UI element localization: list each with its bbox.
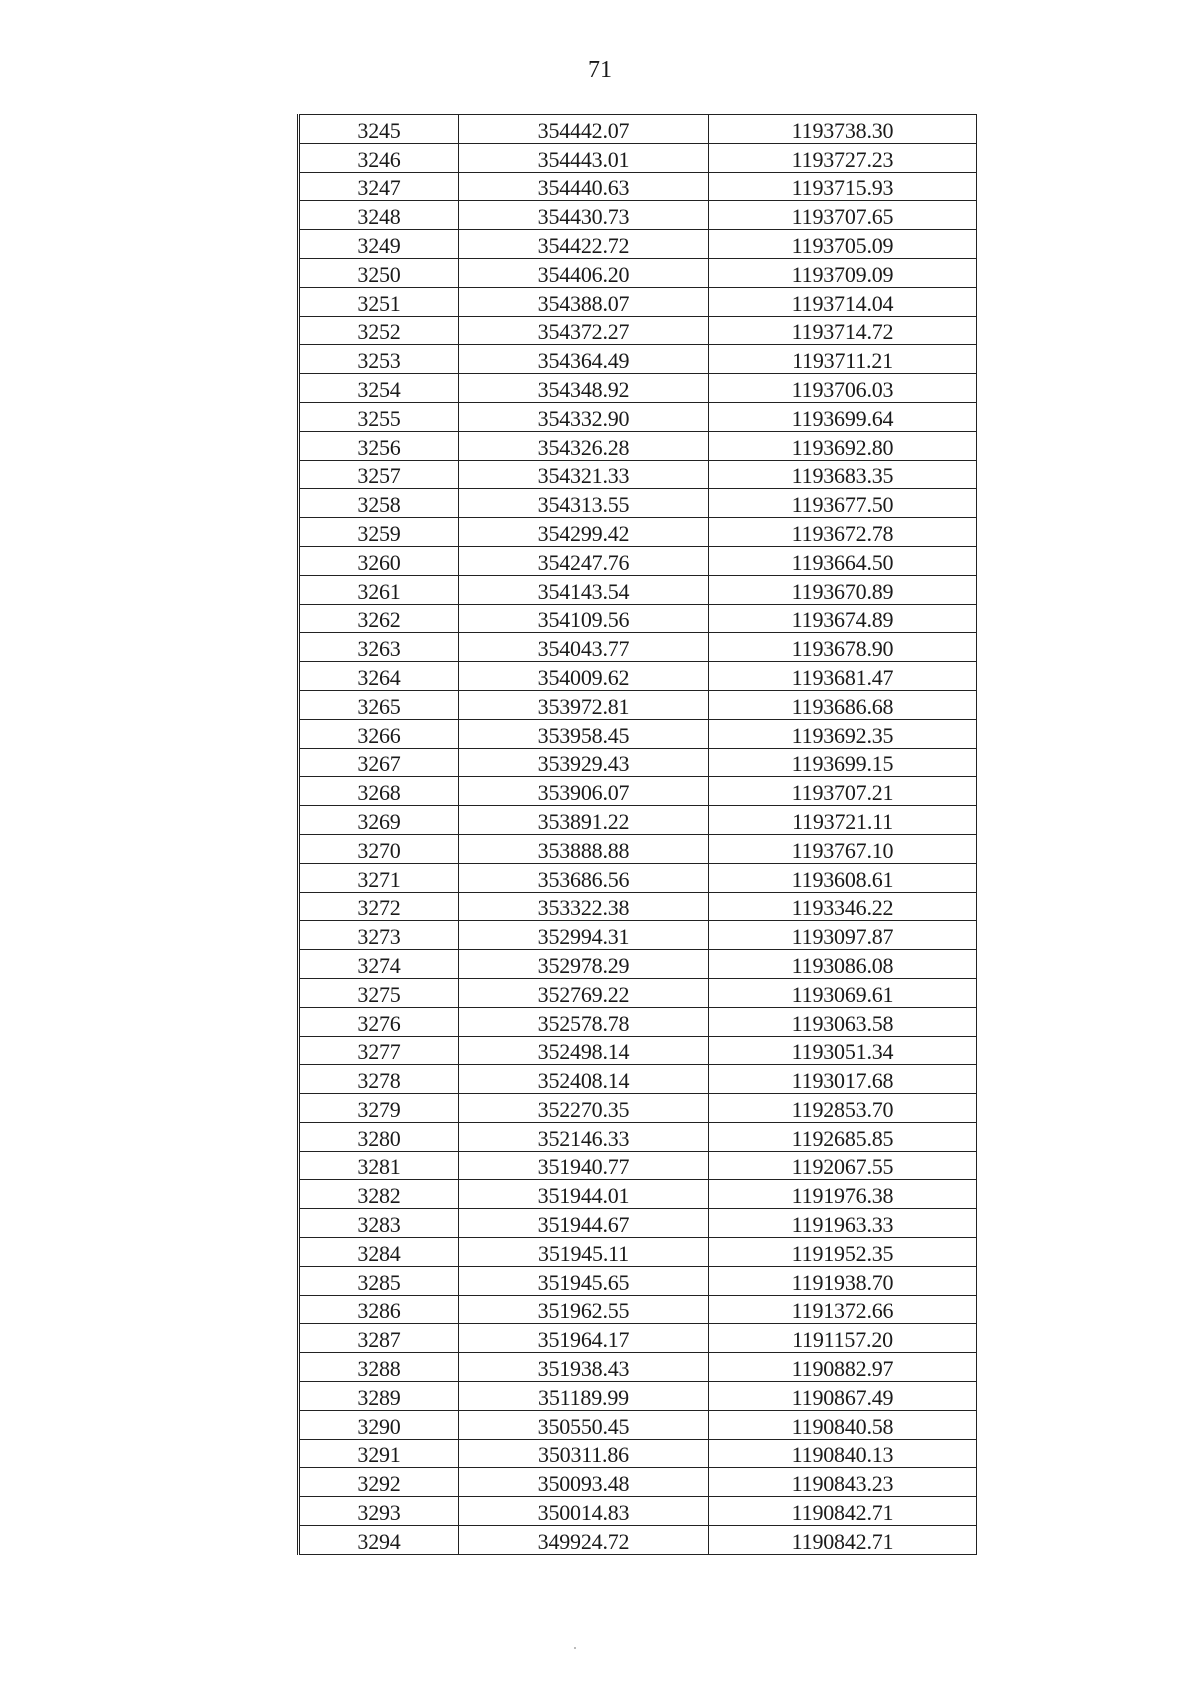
point-number-cell: 3277 <box>299 1036 459 1065</box>
y-coordinate-cell: 1193699.64 <box>709 402 977 431</box>
y-coordinate-cell: 1191976.38 <box>709 1180 977 1209</box>
table-row <box>299 374 977 403</box>
table-row <box>299 806 977 835</box>
y-coordinate-cell: 1193678.90 <box>709 633 977 662</box>
x-coordinate-cell: 353891.22 <box>459 806 709 835</box>
table-row <box>299 431 977 460</box>
x-coordinate-cell: 354440.63 <box>459 172 709 201</box>
x-coordinate-cell: 351964.17 <box>459 1324 709 1353</box>
y-coordinate-cell: 1193738.30 <box>709 115 977 144</box>
x-coordinate-cell: 352978.29 <box>459 950 709 979</box>
point-number-cell: 3286 <box>299 1295 459 1324</box>
point-number-cell: 3255 <box>299 402 459 431</box>
y-coordinate-cell: 1193051.34 <box>709 1036 977 1065</box>
table-row <box>299 748 977 777</box>
x-coordinate-cell: 354009.62 <box>459 662 709 691</box>
table-row <box>299 230 977 259</box>
coordinates-table <box>297 114 977 1555</box>
point-number-cell: 3275 <box>299 978 459 1007</box>
y-coordinate-cell: 1193683.35 <box>709 460 977 489</box>
table-row <box>299 1324 977 1353</box>
scan-speck <box>574 1647 576 1649</box>
table-row <box>299 1497 977 1526</box>
x-coordinate-cell: 349924.72 <box>459 1526 709 1555</box>
x-coordinate-cell: 354406.20 <box>459 258 709 287</box>
y-coordinate-cell: 1193699.15 <box>709 748 977 777</box>
point-number-cell: 3267 <box>299 748 459 777</box>
point-number-cell: 3272 <box>299 892 459 921</box>
x-coordinate-cell: 354313.55 <box>459 489 709 518</box>
point-number-cell: 3269 <box>299 806 459 835</box>
point-number-cell: 3274 <box>299 950 459 979</box>
point-number-cell: 3265 <box>299 690 459 719</box>
point-number-cell: 3249 <box>299 230 459 259</box>
x-coordinate-cell: 354372.27 <box>459 316 709 345</box>
x-coordinate-cell: 354388.07 <box>459 287 709 316</box>
table-row <box>299 172 977 201</box>
point-number-cell: 3276 <box>299 1007 459 1036</box>
table-row <box>299 1295 977 1324</box>
x-coordinate-cell: 354326.28 <box>459 431 709 460</box>
point-number-cell: 3270 <box>299 834 459 863</box>
table-row <box>299 345 977 374</box>
point-number-cell: 3268 <box>299 777 459 806</box>
point-number-cell: 3291 <box>299 1439 459 1468</box>
table-row <box>299 604 977 633</box>
x-coordinate-cell: 354143.54 <box>459 575 709 604</box>
y-coordinate-cell: 1191963.33 <box>709 1209 977 1238</box>
x-coordinate-cell: 352270.35 <box>459 1094 709 1123</box>
x-coordinate-cell: 351945.11 <box>459 1238 709 1267</box>
y-coordinate-cell: 1190867.49 <box>709 1382 977 1411</box>
point-number-cell: 3290 <box>299 1410 459 1439</box>
x-coordinate-cell: 351944.67 <box>459 1209 709 1238</box>
table-row <box>299 143 977 172</box>
x-coordinate-cell: 353906.07 <box>459 777 709 806</box>
point-number-cell: 3250 <box>299 258 459 287</box>
y-coordinate-cell: 1193767.10 <box>709 834 977 863</box>
x-coordinate-cell: 354109.56 <box>459 604 709 633</box>
point-number-cell: 3254 <box>299 374 459 403</box>
x-coordinate-cell: 351189.99 <box>459 1382 709 1411</box>
x-coordinate-cell: 352498.14 <box>459 1036 709 1065</box>
y-coordinate-cell: 1193692.80 <box>709 431 977 460</box>
y-coordinate-cell: 1190840.13 <box>709 1439 977 1468</box>
y-coordinate-cell: 1192853.70 <box>709 1094 977 1123</box>
x-coordinate-cell: 354443.01 <box>459 143 709 172</box>
point-number-cell: 3271 <box>299 863 459 892</box>
x-coordinate-cell: 354442.07 <box>459 115 709 144</box>
y-coordinate-cell: 1193721.11 <box>709 806 977 835</box>
y-coordinate-cell: 1193069.61 <box>709 978 977 1007</box>
table-row <box>299 834 977 863</box>
y-coordinate-cell: 1193608.61 <box>709 863 977 892</box>
y-coordinate-cell: 1193727.23 <box>709 143 977 172</box>
table-row <box>299 662 977 691</box>
point-number-cell: 3278 <box>299 1065 459 1094</box>
table-row <box>299 863 977 892</box>
x-coordinate-cell: 352146.33 <box>459 1122 709 1151</box>
point-number-cell: 3248 <box>299 201 459 230</box>
y-coordinate-cell: 1192685.85 <box>709 1122 977 1151</box>
table-row <box>299 1065 977 1094</box>
point-number-cell: 3280 <box>299 1122 459 1151</box>
x-coordinate-cell: 353322.38 <box>459 892 709 921</box>
point-number-cell: 3279 <box>299 1094 459 1123</box>
table-row <box>299 921 977 950</box>
point-number-cell: 3247 <box>299 172 459 201</box>
table-row <box>299 575 977 604</box>
y-coordinate-cell: 1191157.20 <box>709 1324 977 1353</box>
point-number-cell: 3287 <box>299 1324 459 1353</box>
point-number-cell: 3263 <box>299 633 459 662</box>
y-coordinate-cell: 1193097.87 <box>709 921 977 950</box>
y-coordinate-cell: 1193677.50 <box>709 489 977 518</box>
point-number-cell: 3262 <box>299 604 459 633</box>
y-coordinate-cell: 1193705.09 <box>709 230 977 259</box>
y-coordinate-cell: 1193706.03 <box>709 374 977 403</box>
x-coordinate-cell: 353686.56 <box>459 863 709 892</box>
table-row <box>299 201 977 230</box>
table-row <box>299 1353 977 1382</box>
table-row <box>299 1122 977 1151</box>
table-row <box>299 316 977 345</box>
point-number-cell: 3293 <box>299 1497 459 1526</box>
point-number-cell: 3282 <box>299 1180 459 1209</box>
x-coordinate-cell: 351962.55 <box>459 1295 709 1324</box>
y-coordinate-cell: 1193086.08 <box>709 950 977 979</box>
table-row <box>299 1266 977 1295</box>
x-coordinate-cell: 354299.42 <box>459 518 709 547</box>
y-coordinate-cell: 1190840.58 <box>709 1410 977 1439</box>
table-row <box>299 460 977 489</box>
y-coordinate-cell: 1193707.21 <box>709 777 977 806</box>
point-number-cell: 3253 <box>299 345 459 374</box>
x-coordinate-cell: 350093.48 <box>459 1468 709 1497</box>
y-coordinate-cell: 1193664.50 <box>709 546 977 575</box>
x-coordinate-cell: 350550.45 <box>459 1410 709 1439</box>
y-coordinate-cell: 1193715.93 <box>709 172 977 201</box>
table-row <box>299 950 977 979</box>
table-row <box>299 115 977 144</box>
point-number-cell: 3285 <box>299 1266 459 1295</box>
x-coordinate-cell: 351944.01 <box>459 1180 709 1209</box>
table-row <box>299 287 977 316</box>
y-coordinate-cell: 1191938.70 <box>709 1266 977 1295</box>
x-coordinate-cell: 352408.14 <box>459 1065 709 1094</box>
table-row <box>299 633 977 662</box>
y-coordinate-cell: 1193063.58 <box>709 1007 977 1036</box>
x-coordinate-cell: 354364.49 <box>459 345 709 374</box>
point-number-cell: 3264 <box>299 662 459 691</box>
y-coordinate-cell: 1193017.68 <box>709 1065 977 1094</box>
table-row <box>299 1468 977 1497</box>
point-number-cell: 3251 <box>299 287 459 316</box>
x-coordinate-cell: 351938.43 <box>459 1353 709 1382</box>
point-number-cell: 3252 <box>299 316 459 345</box>
table-row <box>299 1238 977 1267</box>
point-number-cell: 3288 <box>299 1353 459 1382</box>
y-coordinate-cell: 1192067.55 <box>709 1151 977 1180</box>
y-coordinate-cell: 1193674.89 <box>709 604 977 633</box>
point-number-cell: 3289 <box>299 1382 459 1411</box>
table-row <box>299 1180 977 1209</box>
table-row <box>299 489 977 518</box>
point-number-cell: 3292 <box>299 1468 459 1497</box>
table-row <box>299 1094 977 1123</box>
x-coordinate-cell: 354430.73 <box>459 201 709 230</box>
y-coordinate-cell: 1193686.68 <box>709 690 977 719</box>
x-coordinate-cell: 351945.65 <box>459 1266 709 1295</box>
table-row <box>299 1410 977 1439</box>
point-number-cell: 3266 <box>299 719 459 748</box>
table-row <box>299 892 977 921</box>
table-row <box>299 258 977 287</box>
table-row <box>299 402 977 431</box>
y-coordinate-cell: 1193714.04 <box>709 287 977 316</box>
point-number-cell: 3261 <box>299 575 459 604</box>
x-coordinate-cell: 353972.81 <box>459 690 709 719</box>
y-coordinate-cell: 1193714.72 <box>709 316 977 345</box>
point-number-cell: 3258 <box>299 489 459 518</box>
table-row <box>299 719 977 748</box>
x-coordinate-cell: 354332.90 <box>459 402 709 431</box>
table-row <box>299 518 977 547</box>
point-number-cell: 3273 <box>299 921 459 950</box>
table-row <box>299 1526 977 1555</box>
x-coordinate-cell: 352769.22 <box>459 978 709 1007</box>
y-coordinate-cell: 1193346.22 <box>709 892 977 921</box>
y-coordinate-cell: 1190843.23 <box>709 1468 977 1497</box>
x-coordinate-cell: 354247.76 <box>459 546 709 575</box>
y-coordinate-cell: 1191952.35 <box>709 1238 977 1267</box>
point-number-cell: 3246 <box>299 143 459 172</box>
table-row <box>299 1439 977 1468</box>
y-coordinate-cell: 1190842.71 <box>709 1497 977 1526</box>
x-coordinate-cell: 352578.78 <box>459 1007 709 1036</box>
y-coordinate-cell: 1193692.35 <box>709 719 977 748</box>
point-number-cell: 3256 <box>299 431 459 460</box>
point-number-cell: 3284 <box>299 1238 459 1267</box>
table-row <box>299 978 977 1007</box>
x-coordinate-cell: 352994.31 <box>459 921 709 950</box>
table-row <box>299 1382 977 1411</box>
x-coordinate-cell: 350014.83 <box>459 1497 709 1526</box>
table-row <box>299 690 977 719</box>
y-coordinate-cell: 1193672.78 <box>709 518 977 547</box>
x-coordinate-cell: 354348.92 <box>459 374 709 403</box>
point-number-cell: 3283 <box>299 1209 459 1238</box>
table-row <box>299 1151 977 1180</box>
point-number-cell: 3257 <box>299 460 459 489</box>
x-coordinate-cell: 353958.45 <box>459 719 709 748</box>
x-coordinate-cell: 350311.86 <box>459 1439 709 1468</box>
x-coordinate-cell: 353888.88 <box>459 834 709 863</box>
point-number-cell: 3259 <box>299 518 459 547</box>
point-number-cell: 3294 <box>299 1526 459 1555</box>
y-coordinate-cell: 1190842.71 <box>709 1526 977 1555</box>
point-number-cell: 3281 <box>299 1151 459 1180</box>
table-row <box>299 777 977 806</box>
point-number-cell: 3245 <box>299 115 459 144</box>
table-row <box>299 1036 977 1065</box>
x-coordinate-cell: 354043.77 <box>459 633 709 662</box>
y-coordinate-cell: 1193681.47 <box>709 662 977 691</box>
coordinates-table-body <box>299 115 977 1555</box>
table-row <box>299 1209 977 1238</box>
y-coordinate-cell: 1193670.89 <box>709 575 977 604</box>
x-coordinate-cell: 351940.77 <box>459 1151 709 1180</box>
y-coordinate-cell: 1191372.66 <box>709 1295 977 1324</box>
y-coordinate-cell: 1193709.09 <box>709 258 977 287</box>
table-row <box>299 546 977 575</box>
y-coordinate-cell: 1193711.21 <box>709 345 977 374</box>
coordinates-table-container <box>297 114 975 1555</box>
y-coordinate-cell: 1193707.65 <box>709 201 977 230</box>
page-number: 71 <box>588 57 612 83</box>
table-row <box>299 1007 977 1036</box>
point-number-cell: 3260 <box>299 546 459 575</box>
x-coordinate-cell: 354321.33 <box>459 460 709 489</box>
x-coordinate-cell: 354422.72 <box>459 230 709 259</box>
y-coordinate-cell: 1190882.97 <box>709 1353 977 1382</box>
x-coordinate-cell: 353929.43 <box>459 748 709 777</box>
